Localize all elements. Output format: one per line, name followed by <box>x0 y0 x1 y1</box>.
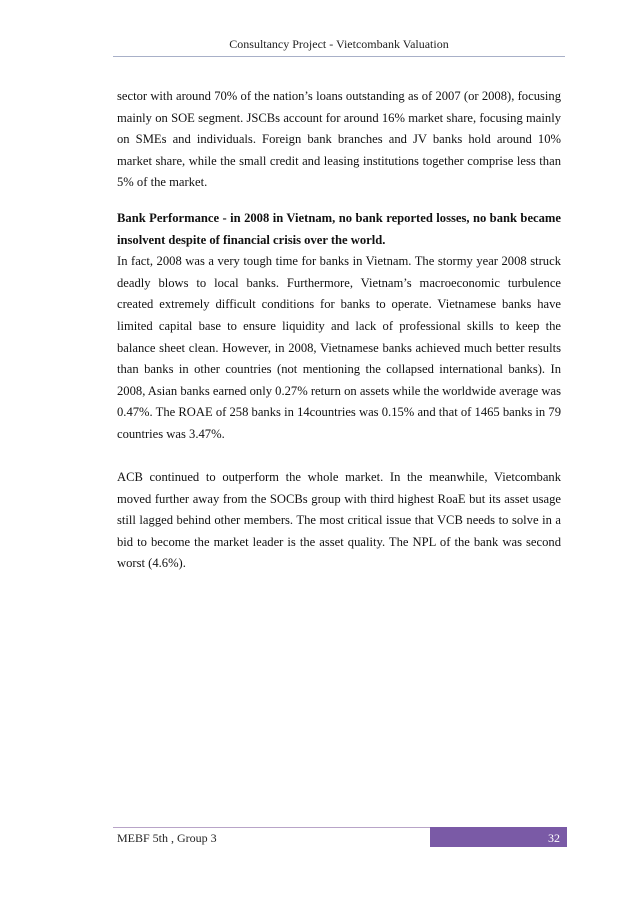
page-header-title: Consultancy Project - Vietcombank Valuation <box>229 37 449 51</box>
paragraph-market-share: sector with around 70% of the nation’s loans outstanding as of 2007 (or 2008), focusing mainly on SOE segment. JSCBs account for around 16% market share, focusing mainly on SMEs and individuals. Foreign bank branches and JV banks hold around 10% market share, while the small credit and leasing institutions together comprise less than 5% of the market. <box>117 89 561 190</box>
document-body <box>117 86 561 575</box>
header-divider <box>113 56 565 57</box>
paragraph-acb-vietcombank: ACB continued to outperform the whole market. In the meanwhile, Vietcombank moved further away from the SOCBs group with third highest RoaE but its asset usage still lagged behind other members. The most critical issue that VCB needs to solve in a bid to become the market leader is the asset quality. The NPL of the bank was second worst (4.6%). <box>117 470 561 571</box>
paragraph-spacer <box>117 446 561 468</box>
paragraph-2008-performance: In fact, 2008 was a very tough time for banks in Vietnam. The stormy year 2008 struck deadly blows to local banks. Furthermore, Vietnam’s macroeconomic turbulence created extremely difficult conditions for banks to operate. Vietnamese banks have limited capital base to ensure liquidity and lack of professional skills to keep the balance sheet clean. However, in 2008, Vietnamese banks achieved much better results than banks in other countries (not mentioning the collapsed international banks). In 2008, Asian banks earned only 0.27% return on assets while the worldwide average was 0.47%. The ROAE of 258 banks in 14countries was 0.15% and that of 1465 banks in 79 countries was 3.47%. <box>117 254 561 441</box>
section-heading-bank-performance: Bank Performance - in 2008 in Vietnam, no bank reported losses, no bank became insolvent despite of financial crisis over the world. <box>117 210 561 247</box>
page-number: 32 <box>548 831 560 845</box>
footer-group-label: MEBF 5th , Group 3 <box>117 831 217 845</box>
footer-page-box <box>430 827 567 847</box>
